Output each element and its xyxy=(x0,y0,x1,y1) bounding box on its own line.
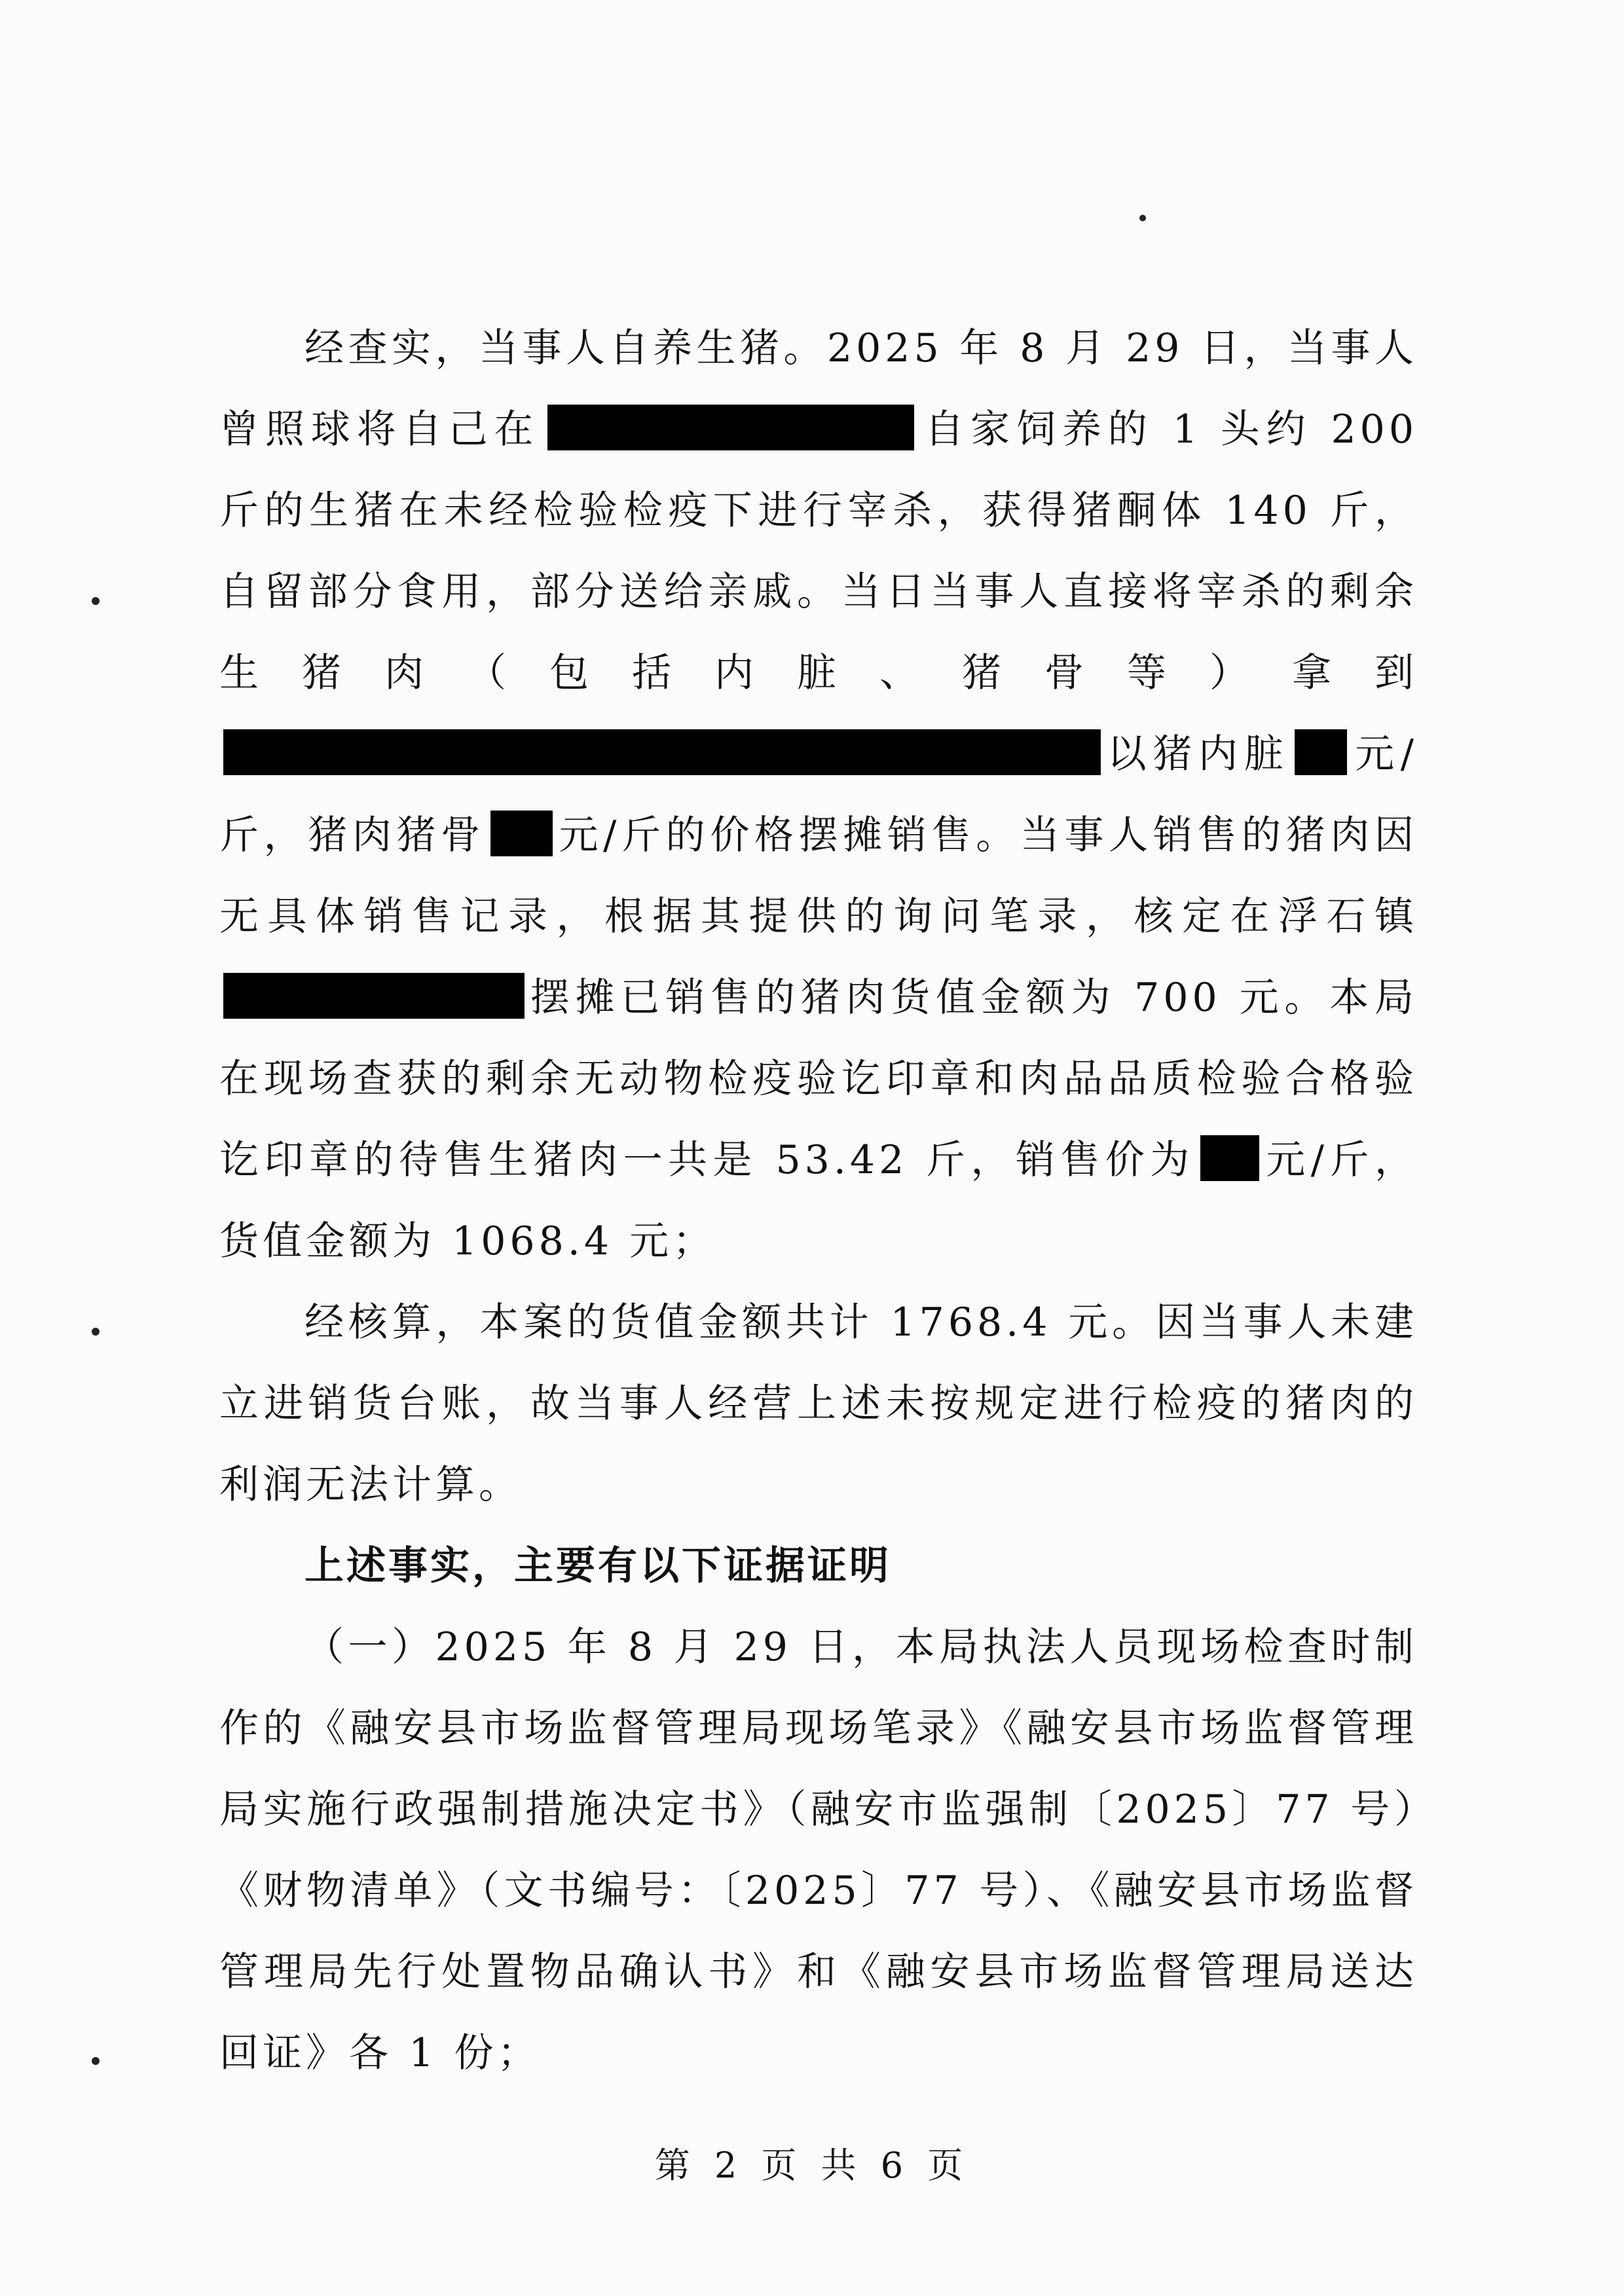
paragraph-valuation: 经核算，本案的货值金额共计 1768.4 元。因当事人未建立进销货台账，故当事人经营上述未按规定进行检疫的猪肉的利润无法计算。 xyxy=(219,1300,1418,1508)
scan-speck xyxy=(1139,215,1146,221)
evidence-heading: 上述事实，主要有以下证据证明 xyxy=(304,1543,891,1589)
text-run: 摆摊已销售的猪肉货值金额为 700 元。本局在现场查获的剩余无动物检疫验讫印章和肉品品质检验合格验讫印章的待售生猪肉一共是 53.42 斤，销售价为 xyxy=(219,975,1418,1183)
text-run: 以猪内脏 xyxy=(1105,731,1290,777)
redaction-block xyxy=(223,729,1101,775)
scan-speck xyxy=(92,597,100,605)
text-run: 元/斤，猪肉猪骨 xyxy=(219,731,1418,858)
scan-speck xyxy=(92,1328,100,1336)
page-footer: 第 2 页 共 6 页 xyxy=(654,2145,970,2186)
document-body xyxy=(219,308,1418,2094)
text-run: 经查实，当事人自养生猪。2025 年 8 月 29 日，当事人曾照球将自己在 xyxy=(219,325,1418,452)
redaction-block xyxy=(490,811,553,856)
text-run: 自家饲养的 1 头约 200 斤的生猪在未经检验检疫下进行宰杀，获得猪酮体 140 斤，自留部分食用，部分送给亲戚。当日当事人直接将宰杀的剩余生猪肉（包括内脏、猪骨等）拿到 xyxy=(219,407,1418,696)
redaction-block xyxy=(547,405,914,450)
text-run: 元/斤，货值金额为 1068.4 元； xyxy=(219,1137,1418,1264)
paragraph-evidence-1: （一）2025 年 8 月 29 日，本局执法人员现场检查时制作的《融安县市场监督管理局现场笔录》《融安县市场监督管理局实施行政强制措施决定书》（融安市监强制〔2025〕77 号）《财物清单》（文书编号：〔2025〕77 号）、《融安县市场监督管理局先行处置物品确认书》和《融安县市场监督管理局送达回证》各 1 份； xyxy=(219,1624,1418,2076)
scan-speck xyxy=(92,2057,100,2065)
paragraph-facts xyxy=(219,308,1418,1282)
redaction-block xyxy=(1200,1135,1259,1181)
redaction-block xyxy=(1295,729,1347,775)
text-run: 元/斤的价格摆摊销售。当事人销售的猪肉因无具体销售记录，根据其提供的询问笔录，核定在浮石镇 xyxy=(219,812,1418,939)
redaction-block xyxy=(223,973,525,1019)
